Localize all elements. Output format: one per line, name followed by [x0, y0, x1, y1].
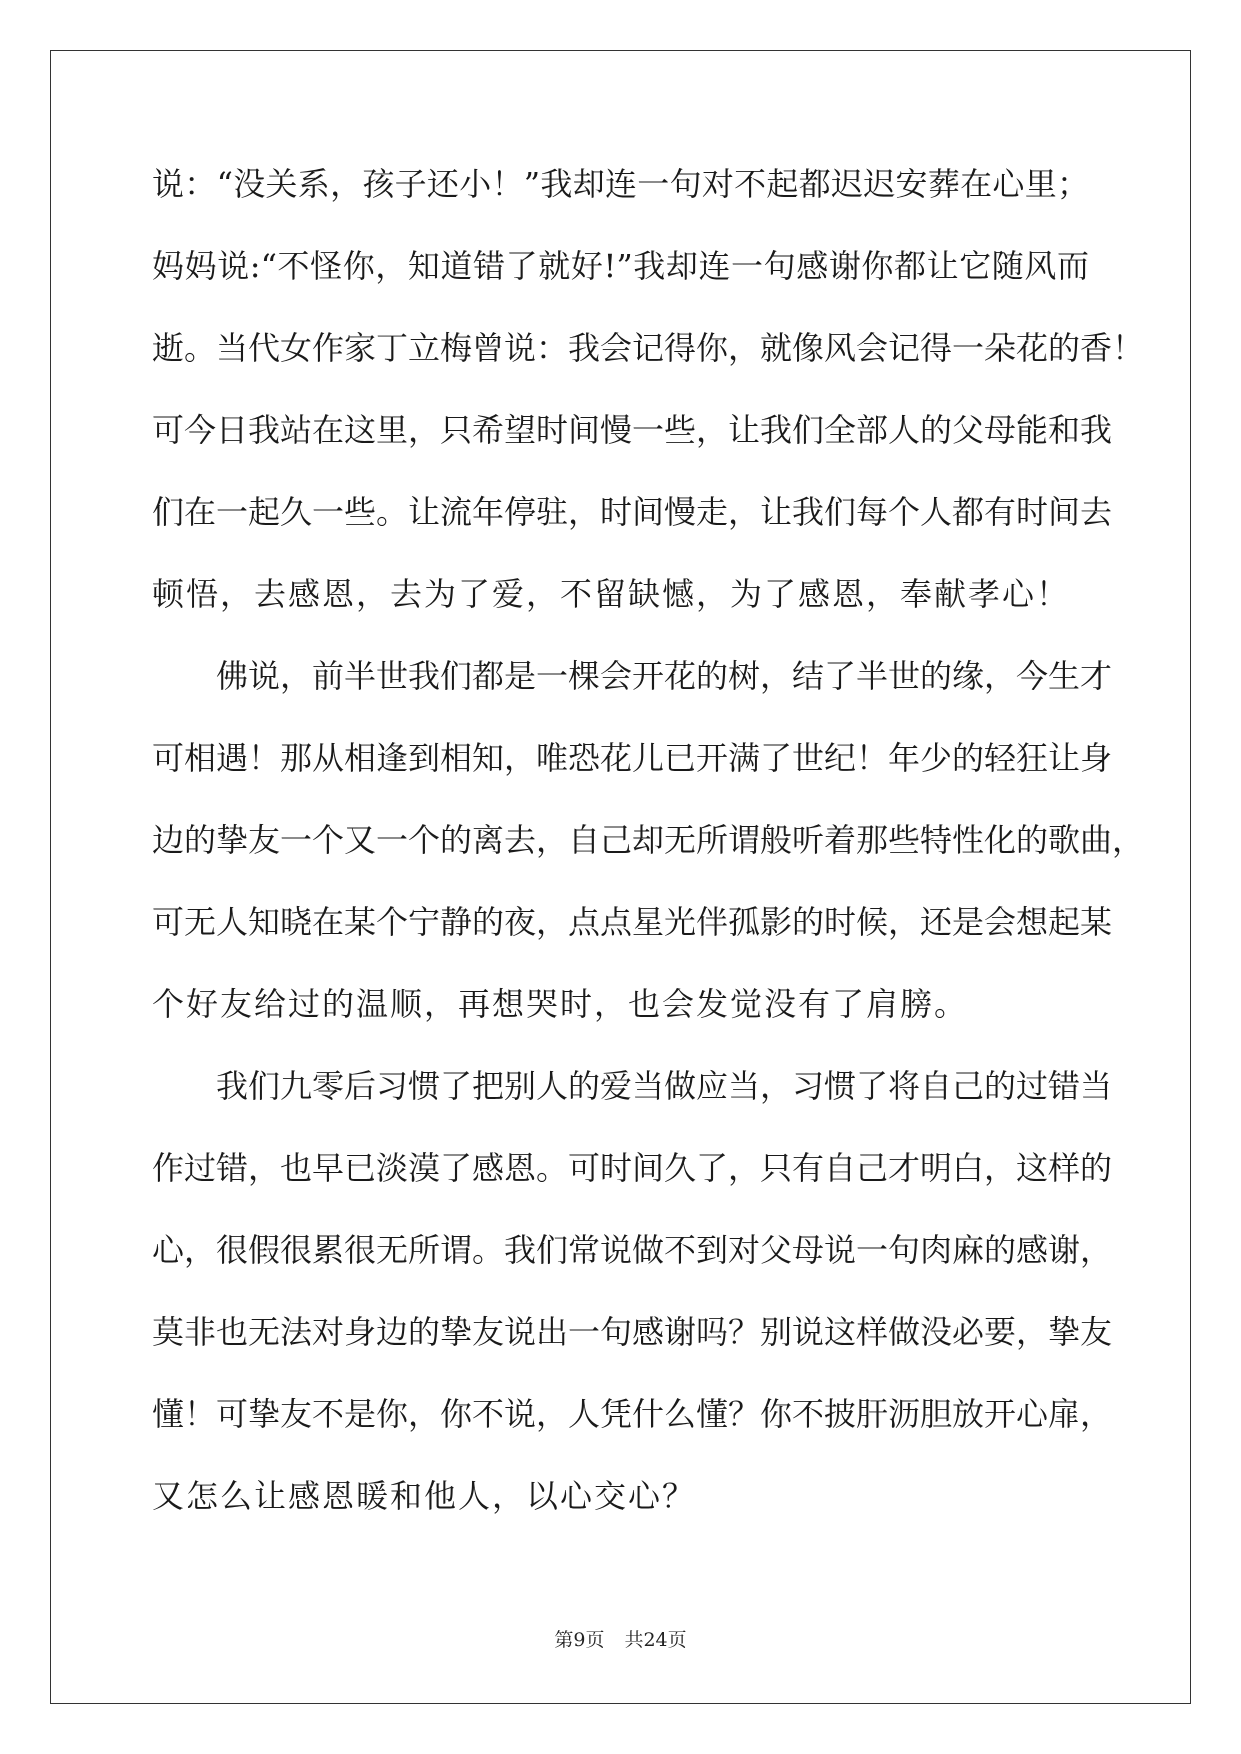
text-line: 们在一起久一些。让流年停驻，时间慢走，让我们每个人都有时间去 — [152, 493, 1113, 531]
page-footer — [0, 1628, 1241, 1652]
text-line: 作过错，也早已淡漠了感恩。可时间久了，只有自己才明白，这样的 — [152, 1149, 1113, 1187]
text-line: 可今日我站在这里，只希望时间慢一些，让我们全部人的父母能和我 — [152, 411, 1113, 449]
text-line: 可无人知晓在某个宁静的夜，点点星光伴孤影的时候，还是会想起某 — [152, 903, 1113, 941]
text-line: 佛说，前半世我们都是一棵会开花的树，结了半世的缘，今生才 — [152, 657, 1113, 695]
document-body — [152, 164, 1145, 1558]
text-line: 心，很假很累很无所谓。我们常说做不到对父母说一句肉麻的感谢， — [152, 1231, 1113, 1269]
text-line: 我们九零后习惯了把别人的爱当做应当，习惯了将自己的过错当 — [152, 1067, 1113, 1105]
page-total: 共24页 — [624, 1629, 687, 1651]
page-number: 第9页 — [554, 1629, 605, 1651]
text-line: 懂！可挚友不是你，你不说，人凭什么懂？你不披肝沥胆放开心扉， — [152, 1395, 1113, 1433]
text-line: 边的挚友一个又一个的离去，自己却无所谓般听着那些特性化的歌曲， — [152, 821, 1145, 859]
text-line: 可相遇！那从相逢到相知，唯恐花儿已开满了世纪！年少的轻狂让身 — [152, 739, 1113, 777]
text-line: 莫非也无法对身边的挚友说出一句感谢吗？别说这样做没必要，挚友 — [152, 1313, 1113, 1351]
text-line: 说：“没关系，孩子还小！”我却连一句对不起都迟迟安葬在心里； — [152, 165, 1089, 203]
text-line: 顿悟，去感恩，去为了爱，不留缺憾，为了感恩，奉献孝心！ — [152, 575, 1071, 613]
text-line: 个好友给过的温顺，再想哭时，也会发觉没有了肩膀。 — [152, 985, 969, 1023]
text-line: 逝。当代女作家丁立梅曾说：我会记得你，就像风会记得一朵花的香！ — [152, 329, 1145, 367]
text-line: 又怎么让感恩暖和他人，以心交心？ — [152, 1477, 697, 1515]
text-line: 妈妈说:“不怪你，知道错了就好!”我却连一句感谢你都让它随风而 — [152, 247, 1089, 285]
